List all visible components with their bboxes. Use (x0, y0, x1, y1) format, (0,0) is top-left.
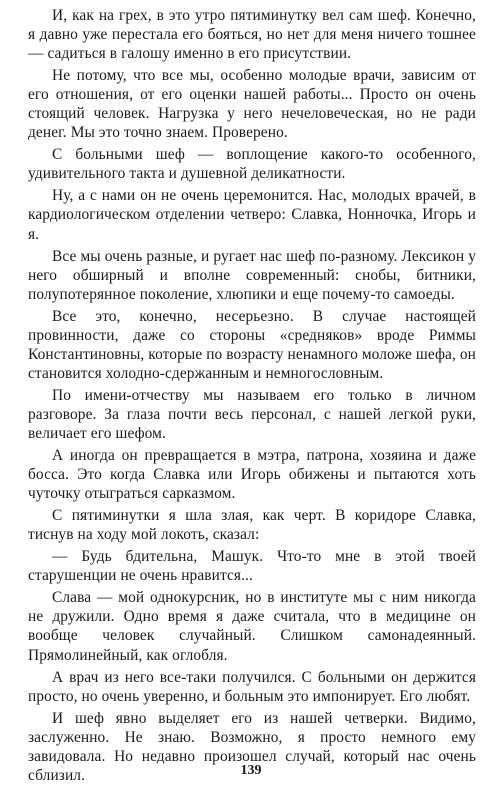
paragraph: Слава — мой однокурсник, но в институте мы с ним никогда не дружили. Одно время я даже считала, что в медицине он вообще человек случайный. Слишком самонадеянный. Прямолинейный, как оглобля. (28, 589, 476, 664)
page-number: 139 (240, 763, 262, 778)
paragraph: И, как на грех, в это утро пятиминутку вел сам шеф. Конечно, я давно уже перестала его бояться, но нет для меня ничего тошнее — садиться в галошу именно в его присутствии. (28, 7, 476, 63)
paragraph: Все мы очень разные, и ругает нас шеф по-разному. Лексикон у него обширный и вполне современный: снобы, битники, полупотерянное поколение, хлюпики и еще почему-то самоеды. (28, 247, 476, 303)
paragraph: Ну, а с нами он не очень церемонится. Нас, молодых врачей, в кардиологическом отделении четверо: Славка, Нонночка, Игорь и я. (28, 187, 476, 243)
paragraph: А иногда он превращается в мэтра, патрона, хозяина и даже босса. Это когда Славка или Игорь обижены и пытаются хоть чуточку отыграться сарказмом. (28, 447, 476, 503)
paragraph: С пятиминутки я шла злая, как черт. В коридоре Славка, тиснув на ходу мой локоть, сказал: (28, 507, 476, 544)
page-body-text (28, 6, 476, 785)
paragraph: Не потому, что все мы, особенно молодые врачи, зависим от его отношения, от его оценки нашей работы... Просто он очень стоящий человек. Нагрузка у него нечеловеческая, но не ради денег. Мы это точно знаем. Проверено. (28, 67, 476, 142)
paragraph: С больными шеф — воплощение какого-то особенного, удивительного такта и душевной деликатности. (28, 146, 476, 183)
paragraph: И шеф явно выделяет его из нашей четверки. Видимо, заслуженно. Не знаю. Возможно, я просто немного ему завидовала. Но недавно произошел случай, который нас очень сблизил. (28, 709, 476, 784)
paragraph: Все это, конечно, несерьезно. В случае настоящей провинности, даже со стороны «средняков» вроде Риммы Константиновны, которые по возрасту ненамного моложе шефа, он становится холодно-сдержанным и немногословным. (28, 307, 476, 382)
paragraph: А врач из него все-таки получился. С больными он держится просто, но очень уверенно, и больным это импонирует. Его любят. (28, 668, 476, 705)
paragraph: По имени-отчеству мы называем его только в личном разговоре. За глаза почти весь персонал, с нашей легкой руки, величает его шефом. (28, 386, 476, 442)
paragraph: — Будь бдительна, Машук. Что-то мне в этой твоей старушенции не очень нравится... (28, 548, 476, 585)
